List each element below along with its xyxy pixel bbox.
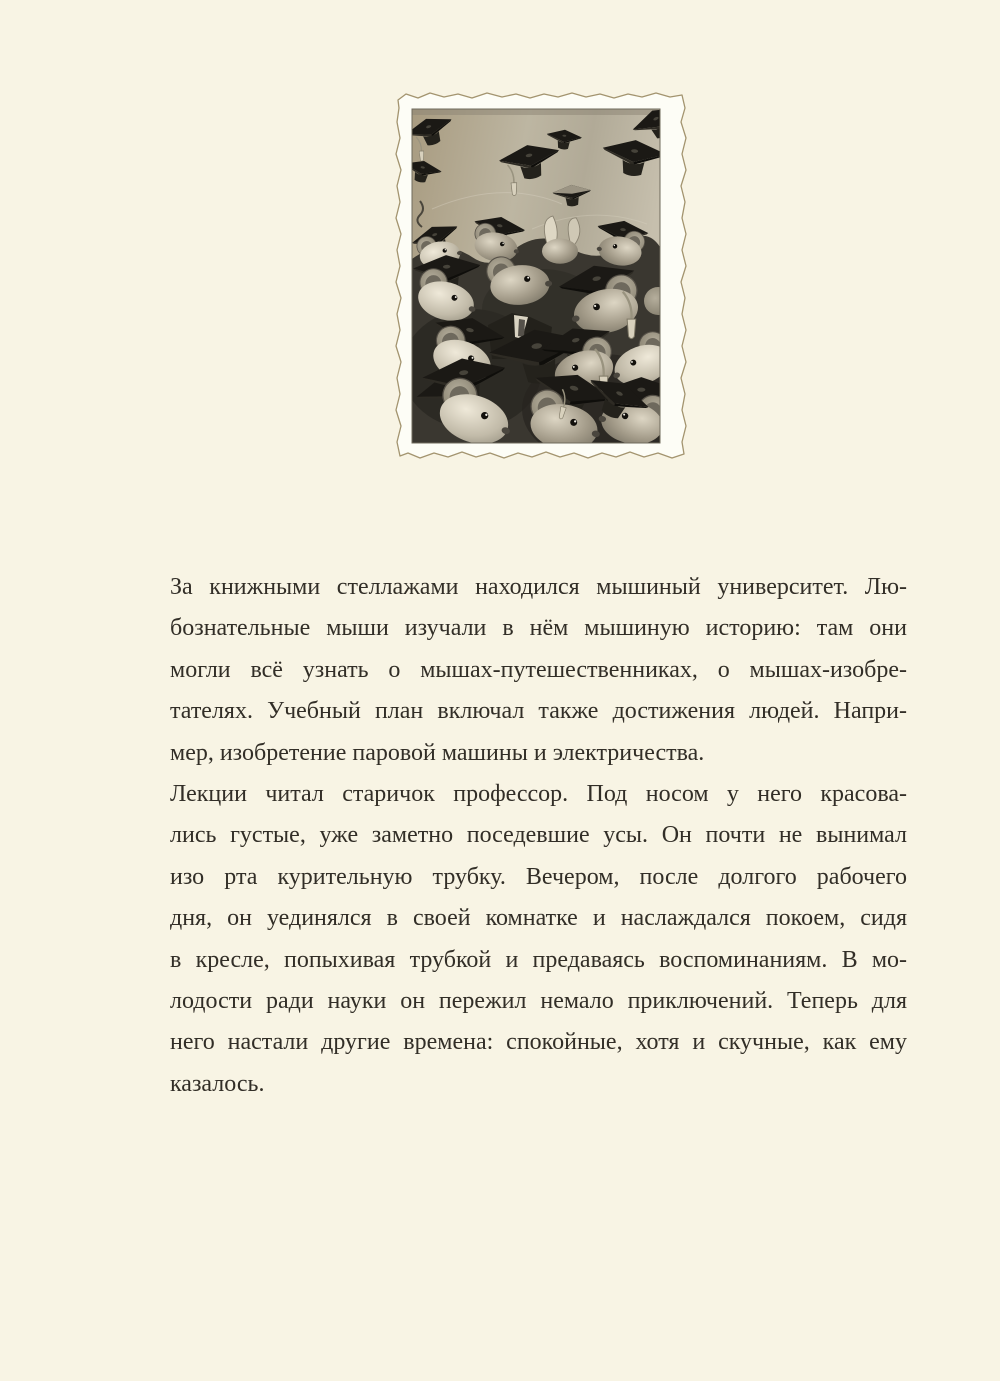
text-line: изо рта курительную трубку. Вечером, после долгого рабочего [170, 863, 907, 890]
text-line: в кресле, попыхивая трубкой и предаваясь воспоминаниям. В мо- [170, 946, 907, 973]
text-line: могли всё узнать о мышах-путешественниках, о мышах-изобре- [170, 656, 907, 683]
text-line: бознательные мыши изучали в нём мышиную историю: там они [170, 615, 907, 642]
text-line: Лекции читал старичок профессор. Под носом у него красова- [170, 780, 907, 807]
text-line: тателях. Учебный план включал также достижения людей. Напри- [170, 698, 907, 725]
text-line: За книжными стеллажами находился мышиный университет. Лю- [170, 574, 907, 600]
text-line: лись густые, уже заметно поседевшие усы. Он почти не вынимал [170, 822, 907, 849]
text-line: казалось. [170, 1070, 265, 1097]
text-line: него настали другие времена: спокойные, хотя и скучные, как ему [170, 1029, 907, 1056]
text-line: лодости ради науки он пережил немало приключений. Теперь для [170, 987, 907, 1014]
photo-frame [392, 86, 690, 466]
mice-graduation-illustration [392, 86, 690, 466]
text-line: дня, он уединялся в своей комнатке и наслаждался покоем, сидя [170, 905, 907, 932]
text-line: мер, изобретение паровой машины и электричества. [170, 739, 705, 766]
story-text [170, 567, 907, 1105]
